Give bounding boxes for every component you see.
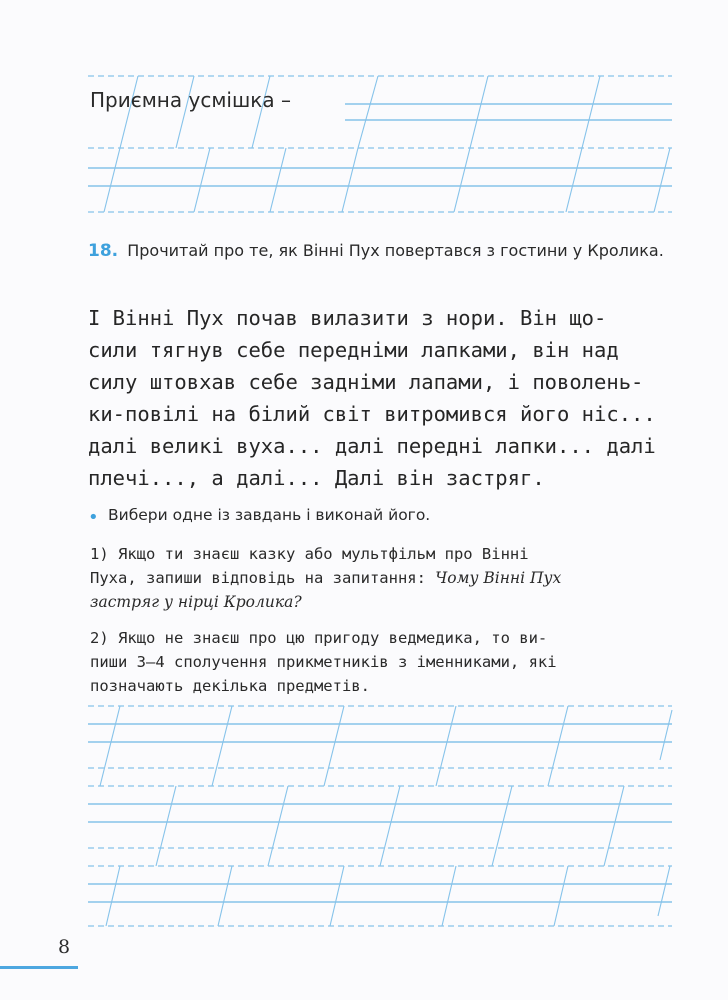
page-number: 8 [58,936,71,958]
story-line: силу штовхав себе задніми лапами, і поволень- [88,370,644,394]
story-line: плечі..., а далі... Далі він застряг. [88,466,545,490]
option-2-line: пиши 3–4 сполучення прикметників з іменниками, які [90,653,557,671]
story-line: І Вінні Пух почав вилазити з нори. Він що- [88,306,607,330]
top-prompt-label: Приємна усмішка – [90,88,291,112]
option-1 [90,542,676,614]
option-2-line: 2) Якщо не знаєш про цю пригоду ведмедика, то ви- [90,629,548,647]
page-number-rule [0,966,78,969]
option-1-question: Чому Вінні Пух [435,569,562,587]
option-1-question-cont: застряг у нірці Кролика? [90,593,302,611]
option-1-plain: Пуха, запиши відповідь на запитання: [90,569,436,587]
slant-lines [100,706,672,926]
option-2-line: позначають декілька предметів. [90,677,370,695]
option-1-line: 1) Якщо ти знаєш казку або мультфільм про Вінні [90,545,529,563]
story-passage [88,302,672,494]
task-header [88,238,668,264]
choose-task-instruction: Вибери одне із завдань і виконай його. [108,506,431,524]
option-1-line [90,566,676,590]
bottom-writing-block [88,706,672,926]
bullet-icon: • [88,507,99,528]
task-number: 18. [88,241,119,261]
story-line: сили тягнув себе передніми лапками, він над [88,338,619,362]
task-instruction: Прочитай про те, як Вінні Пух повертався з гостини у Кролика. [127,241,664,260]
option-2 [90,626,676,698]
story-line: далі великі вуха... далі передні лапки... далі [88,434,656,458]
story-line: ки-повілі на білий світ витромився його ніс... [88,402,656,426]
